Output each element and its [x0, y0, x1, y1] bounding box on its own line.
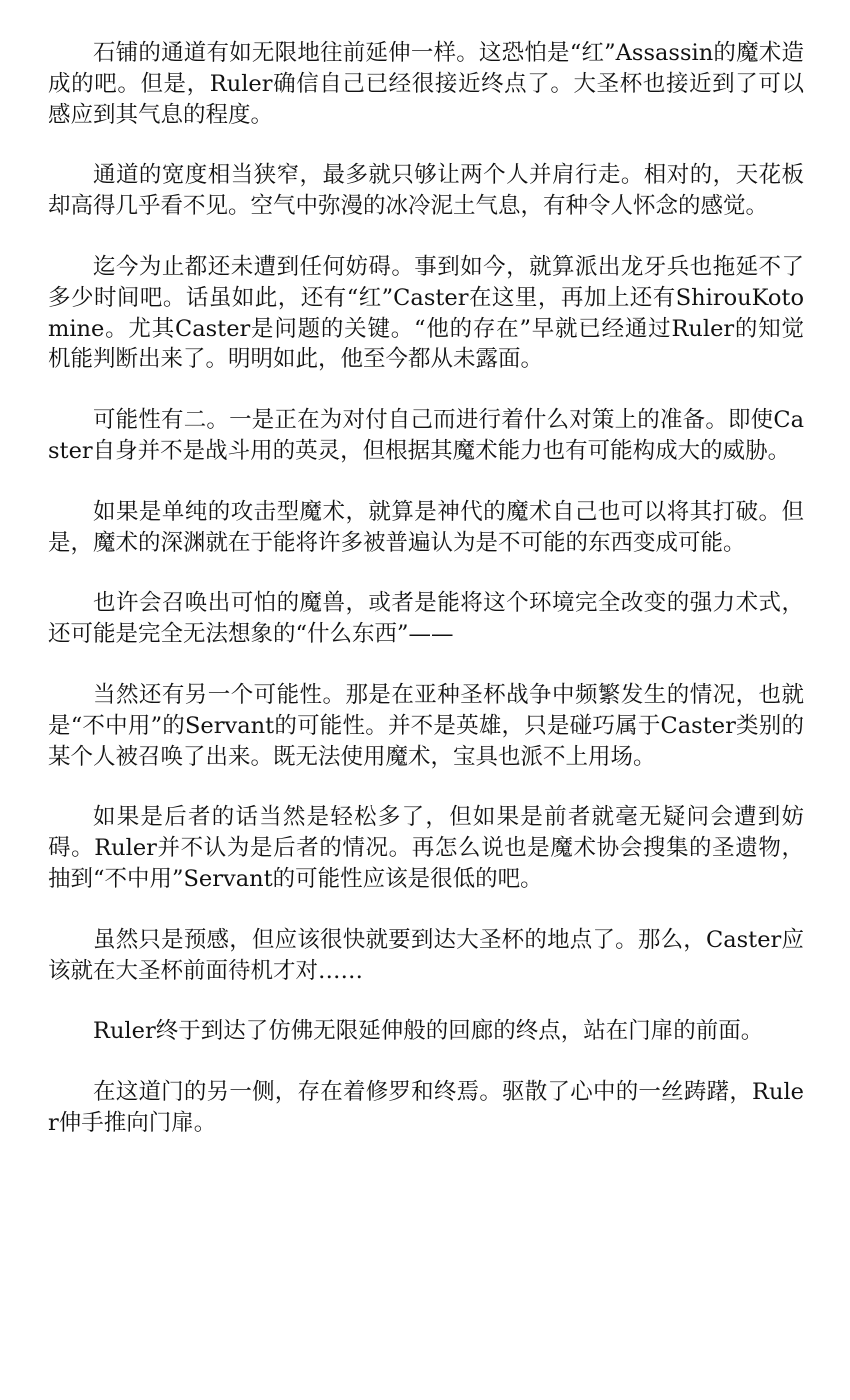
paragraph-11: 在这道门的另一侧，存在着修罗和终焉。驱散了心中的一丝踌躇，Ruler伸手推向门扉。 — [48, 1079, 804, 1136]
paragraph-8: 如果是后者的话当然是轻松多了，但如果是前者就毫无疑问会遭到妨碍。Ruler并不认为是后者的情况。再怎么说也是魔术协会搜集的圣遗物，抽到“不中用”Servant的可能性应该是很低的吧。 — [48, 804, 804, 892]
paragraph-3: 迄今为止都还未遭到任何妨碍。事到如今，就算派出龙牙兵也拖延不了多少时间吧。话虽如此，还有“红”Caster在这里，再加上还有ShirouKotomine。尤其Caster是问题的关键。“他的存在”早就已经通过Ruler的知觉机能判断出来了。明明如此，他至今都从未露面。 — [48, 253, 804, 373]
paragraph-6: 也许会召唤出可怕的魔兽，或者是能将这个环境完全改变的强力术式，还可能是完全无法想象的“什么东西”—— — [48, 590, 804, 648]
paragraph-5: 如果是单纯的攻击型魔术，就算是神代的魔术自己也可以将其打破。但是，魔术的深渊就在于能将许多被普遍认为是不可能的东西变成可能。 — [48, 498, 804, 556]
paragraph-1: 石铺的通道有如无限地往前延伸一样。这恐怕是“红”Assassin的魔术造成的吧。但是，Ruler确信自己已经很接近终点了。大圣杯也接近到了可以感应到其气息的程度。 — [48, 40, 804, 128]
paragraph-10: Ruler终于到达了仿佛无限延伸般的回廊的终点，站在门扉的前面。 — [93, 1018, 764, 1045]
document-body — [48, 38, 804, 1139]
paragraph-2: 通道的宽度相当狭窄，最多就只够让两个人并肩行走。相对的，天花板却高得几乎看不见。空气中弥漫的冰冷泥土气息，有种令人怀念的感觉。 — [48, 162, 804, 220]
paragraph-9: 虽然只是预感，但应该很快就要到达大圣杯的地点了。那么，Caster应该就在大圣杯前面待机才对…… — [48, 926, 804, 984]
paragraph-4: 可能性有二。一是正在为对付自己而进行着什么对策上的准备。即使Caster自身并不是战斗用的英灵，但根据其魔术能力也有可能构成大的威胁。 — [48, 407, 804, 464]
paragraph-7: 当然还有另一个可能性。那是在亚种圣杯战争中频繁发生的情况，也就是“不中用”的Servant的可能性。并不是英雄，只是碰巧属于Caster类别的某个人被召唤了出来。既无法使用魔术，宝具也派不上用场。 — [48, 681, 804, 770]
